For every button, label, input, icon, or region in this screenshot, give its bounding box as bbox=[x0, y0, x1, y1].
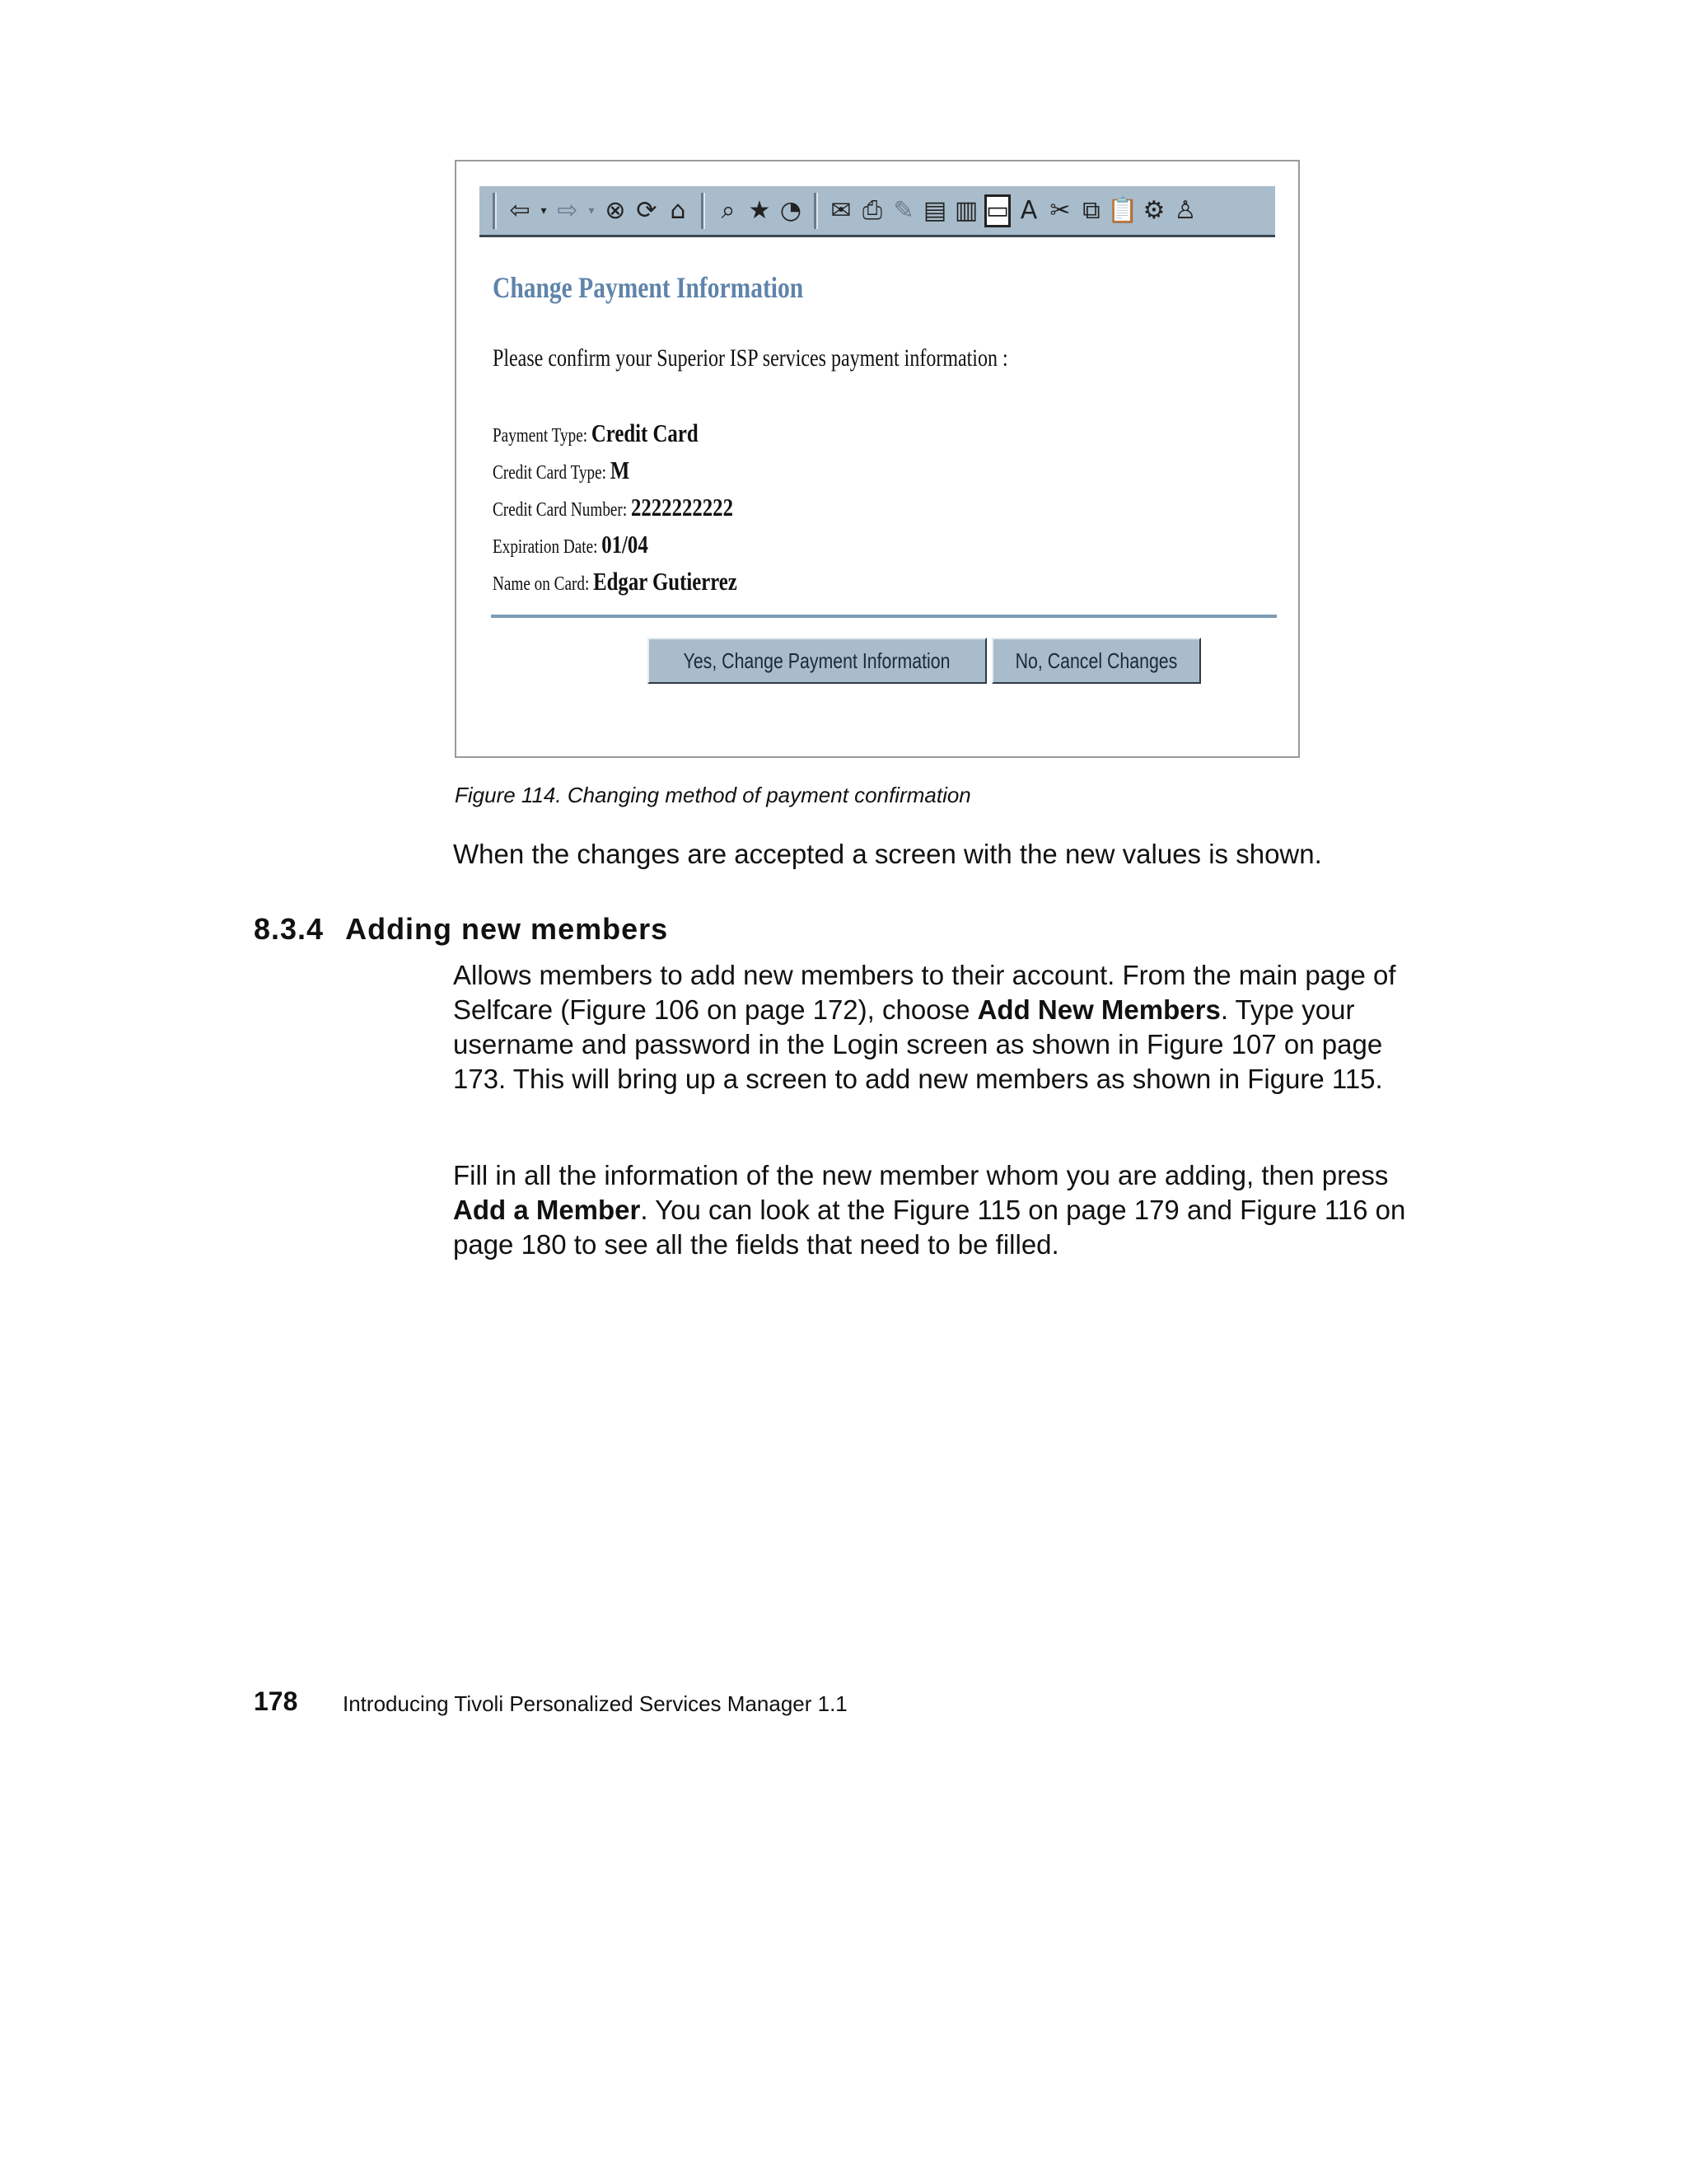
field-value: M bbox=[610, 456, 630, 484]
paste-icon[interactable]: 📋 bbox=[1107, 195, 1138, 225]
divider bbox=[491, 615, 1277, 618]
font-icon[interactable]: A bbox=[1020, 195, 1038, 225]
section-heading bbox=[254, 912, 668, 947]
field-label: Payment Type: bbox=[493, 425, 588, 447]
field-label: Credit Card Type: bbox=[493, 462, 607, 484]
paragraph-text: . Type your username and password in the Login screen as shown in Figure 107 on page 173. This will bring up a screen to add new members as shown in Figure 115. bbox=[453, 994, 1383, 1094]
confirm-change-label: Yes, Change Payment Information bbox=[684, 648, 951, 673]
field-value: Credit Card bbox=[591, 419, 699, 447]
refresh-icon[interactable]: ⟳ bbox=[636, 195, 657, 225]
section-number: 8.3.4 bbox=[254, 912, 325, 946]
payment-intro: Please confirm your Superior ISP services payment information : bbox=[493, 344, 1008, 372]
search-icon[interactable]: ⌕ bbox=[721, 195, 736, 225]
chevron-down-icon[interactable]: ▾ bbox=[588, 203, 595, 217]
toolbar-separator bbox=[701, 193, 705, 229]
discuss-icon[interactable]: ▥ bbox=[954, 195, 979, 225]
print-icon[interactable]: ⎙ bbox=[862, 195, 882, 225]
field-value: Edgar Gutierrez bbox=[593, 567, 737, 596]
edit-icon[interactable]: ✎ bbox=[893, 195, 914, 225]
cancel-changes-label: No, Cancel Changes bbox=[1015, 648, 1178, 673]
back-icon[interactable]: ⇦ bbox=[509, 195, 530, 225]
field-card-number bbox=[493, 493, 733, 522]
cut-icon[interactable]: ✂ bbox=[1049, 195, 1071, 225]
payment-title: Change Payment Information bbox=[493, 271, 804, 304]
document-icon[interactable]: ▤ bbox=[923, 195, 947, 225]
field-label: Name on Card: bbox=[493, 573, 590, 595]
mail-icon[interactable]: ✉ bbox=[830, 195, 852, 225]
field-value: 2222222222 bbox=[630, 493, 733, 521]
toolbar-separator bbox=[814, 193, 818, 229]
paragraph-text: . You can look at the Figure 115 on page 179 and Figure 116 on page 180 to see all the fields that need to be filled. bbox=[453, 1195, 1406, 1260]
field-card-type bbox=[493, 456, 629, 485]
field-value: 01/04 bbox=[601, 530, 648, 559]
toolbar-separator bbox=[493, 193, 497, 229]
paragraph-add-members bbox=[453, 958, 1433, 1097]
confirm-change-button[interactable] bbox=[647, 638, 987, 684]
messenger-icon[interactable]: ♙ bbox=[1174, 195, 1197, 225]
field-label: Expiration Date: bbox=[493, 536, 598, 558]
bold-add-new-members: Add New Members bbox=[977, 994, 1221, 1025]
section-title: Adding new members bbox=[345, 912, 669, 946]
book-title: Introducing Tivoli Personalized Services Manager 1.1 bbox=[343, 1691, 848, 1716]
paragraph-fill-information bbox=[453, 1158, 1433, 1262]
browser-toolbar bbox=[479, 186, 1275, 237]
cancel-changes-button[interactable] bbox=[992, 638, 1201, 684]
chevron-down-icon[interactable]: ▾ bbox=[540, 203, 547, 217]
field-expiration-date bbox=[493, 530, 648, 559]
page-number: 178 bbox=[254, 1686, 298, 1716]
stop-icon[interactable]: ⊗ bbox=[605, 195, 626, 225]
forward-icon[interactable]: ⇨ bbox=[557, 195, 578, 225]
favorites-icon[interactable]: ★ bbox=[748, 195, 771, 225]
copy-icon[interactable]: ⧉ bbox=[1082, 195, 1101, 225]
bold-add-a-member: Add a Member bbox=[453, 1195, 641, 1225]
figure-screenshot bbox=[455, 160, 1300, 758]
figure-caption: Figure 114. Changing method of payment confirmation bbox=[455, 783, 971, 807]
field-name-on-card bbox=[493, 567, 737, 596]
field-payment-type bbox=[493, 419, 699, 448]
field-label: Credit Card Number: bbox=[493, 499, 628, 521]
paragraph-changes-accepted: When the changes are accepted a screen with the new values is shown. bbox=[453, 839, 1322, 869]
window-icon[interactable]: ▭ bbox=[984, 194, 1011, 227]
history-icon[interactable]: ◔ bbox=[779, 195, 802, 225]
paragraph-text: Allows members to add new members to their account. From the main page of Selfcare (Figure 106 on page 172), choose bbox=[453, 960, 1396, 1025]
home-icon[interactable]: ⌂ bbox=[670, 195, 686, 225]
paragraph-text: Fill in all the information of the new member whom you are adding, then press bbox=[453, 1160, 1389, 1190]
tools-icon[interactable]: ⚙ bbox=[1143, 195, 1166, 225]
